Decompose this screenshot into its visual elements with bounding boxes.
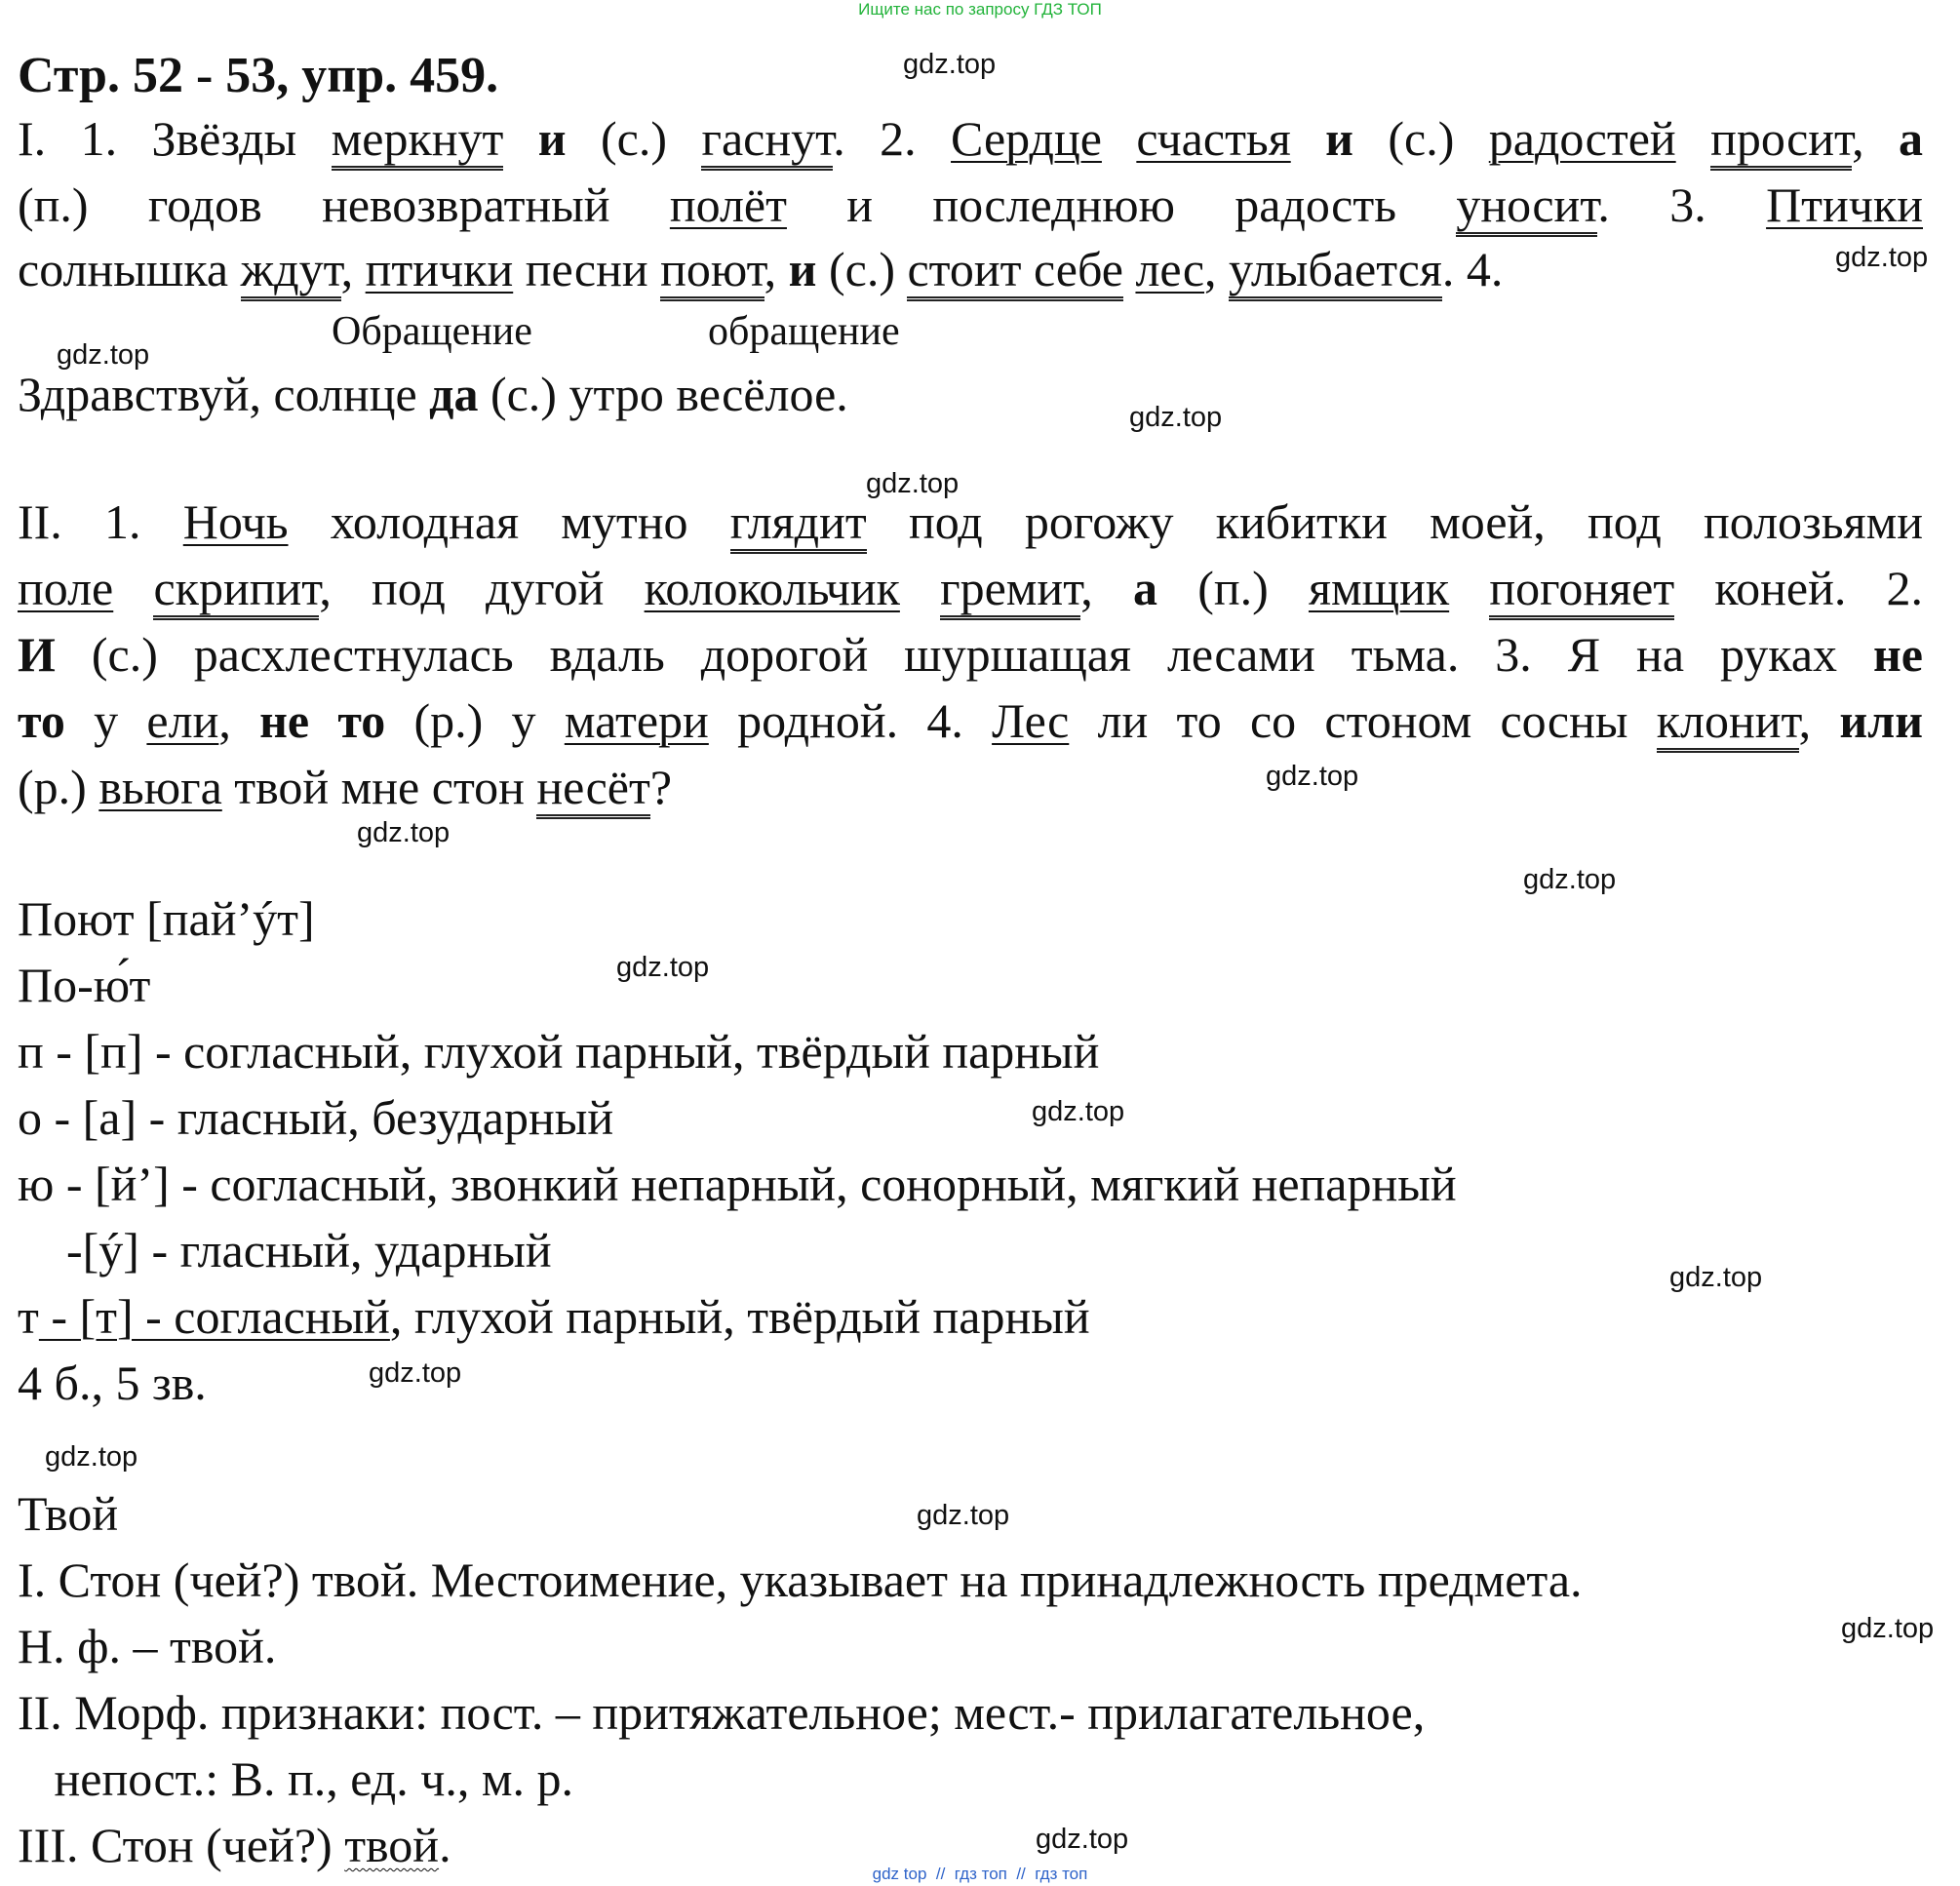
- bold-conjunction: и: [788, 242, 817, 296]
- watermark: gdz.top: [1669, 1262, 1763, 1293]
- bold-conjunction: а: [1899, 111, 1924, 166]
- phonetic-summary: 4 б., 5 зв.: [18, 1356, 207, 1410]
- underlined-word: радостей: [1488, 111, 1676, 166]
- watermark: gdz.top: [1835, 242, 1929, 273]
- underlined-word: поют: [660, 242, 764, 301]
- part2-line3: И (с.) расхлестнулась вдаль дорогой шуршащая лесами тьма. 3. Я на руках не: [18, 627, 1923, 682]
- watermark: gdz.top: [369, 1357, 462, 1389]
- underlined-word: ели: [146, 693, 219, 748]
- phonetic-sound-o: о - [а] - гласный, безударный: [18, 1090, 614, 1145]
- phonetic-sound-t: т - [т] - согласный, глухой парный, твёрдый парный: [18, 1289, 1090, 1344]
- watermark: gdz.top: [866, 468, 960, 499]
- watermark: gdz.top: [1129, 402, 1223, 433]
- underlined-word: счастья: [1136, 111, 1291, 166]
- morph-line-2-cont: непост.: В. п., ед. ч., м. р.: [18, 1751, 573, 1806]
- bold-conjunction: И: [18, 627, 56, 682]
- exercise-title: Стр. 52 - 53, упр. 459.: [18, 48, 499, 103]
- underlined-word: улыбается: [1229, 242, 1442, 301]
- watermark: gdz.top: [903, 49, 997, 80]
- bold-conjunction: да: [429, 367, 479, 421]
- underlined-word: полёт: [669, 177, 787, 232]
- underlined-word: поле: [18, 561, 114, 615]
- footer-banner: gdz top // гдз топ // гдз топ: [872, 1865, 1088, 1883]
- part1-line2: (п.) годов невозвратный полёт и последнюю радость уносит. 3. Птички: [18, 176, 1923, 234]
- bold-conjunction: и: [1325, 111, 1353, 166]
- underlined-word: ждут: [241, 242, 341, 301]
- morph-initial-form: Н. ф. – твой.: [18, 1619, 277, 1673]
- watermark: gdz.top: [1036, 1824, 1129, 1855]
- underlined-word: Птички: [1766, 177, 1923, 232]
- watermark: gdz.top: [917, 1500, 1010, 1531]
- underlined-word: несёт: [536, 760, 649, 819]
- morph-line-3: III. Стон (чей?) твой.: [18, 1818, 451, 1872]
- part2-line4: то у ели, не то (р.) у матери родной. 4. Лес ли то со стоном сосны клонит, или: [18, 691, 1923, 750]
- watermark: gdz.top: [45, 1441, 138, 1473]
- underlined-word: просит: [1710, 111, 1852, 171]
- underlined-word: гаснут: [701, 111, 833, 171]
- underlined-word: меркнут: [332, 111, 504, 171]
- morph-line-1: I. Стон (чей?) твой. Местоимение, указывает на принадлежность предмета.: [18, 1552, 1583, 1607]
- morph-word: Твой: [18, 1486, 119, 1541]
- underlined-word: лес: [1135, 242, 1205, 296]
- bold-conjunction: не то: [259, 693, 386, 748]
- watermark: gdz.top: [1032, 1096, 1125, 1127]
- watermark: gdz.top: [1266, 761, 1359, 792]
- underlined-word: погоняет: [1489, 561, 1674, 620]
- phonetic-syllables: По-ю́т: [18, 958, 151, 1012]
- underlined-word: ямщик: [1308, 561, 1450, 615]
- part2-line1: II. 1. Ночь холодная мутно глядит под рогожу кибитки моей, под полозьями: [18, 492, 1923, 551]
- part2-line5: (р.) вьюга твой мне стон несёт?: [18, 758, 672, 816]
- underlined-word: гремит: [940, 561, 1080, 620]
- bold-conjunction: или: [1839, 693, 1924, 748]
- underlined-word: клонит: [1657, 693, 1799, 753]
- underlined-word: уносит: [1456, 177, 1597, 237]
- watermark: gdz.top: [1523, 864, 1617, 895]
- bold-conjunction: а: [1133, 561, 1157, 615]
- morph-line-2: II. Морф. признаки: пост. – притяжательное; мест.- прилагательное,: [18, 1685, 1426, 1740]
- underlined-word: матери: [564, 693, 709, 748]
- underlined-word: Лес: [992, 693, 1070, 748]
- watermark: gdz.top: [357, 817, 451, 848]
- underlined-word: птички: [365, 242, 514, 296]
- watermark: gdz.top: [616, 952, 710, 983]
- phonetic-sound-p: п - [п] - согласный, глухой парный, твёрдый парный: [18, 1024, 1100, 1079]
- underlined-word: колокольчик: [644, 561, 900, 615]
- underlined-word: скрипит: [153, 561, 319, 620]
- watermark: gdz.top: [57, 339, 150, 371]
- address-label-1: Обращение: [332, 309, 532, 354]
- search-banner: Ищите нас по запросу ГДЗ ТОП: [858, 0, 1102, 19]
- part1-line1: I. 1. Звёзды меркнут и (с.) гаснут. 2. Сердце счастья и (с.) радостей просит, а: [18, 109, 1923, 168]
- phonetic-sound-yu: ю - [й’] - согласный, звонкий непарный, сонорный, мягкий непарный: [18, 1157, 1457, 1211]
- underlined-word: глядит: [730, 494, 867, 554]
- underlined-word: стоит себе: [907, 242, 1122, 301]
- underlined-word: вьюга: [98, 760, 222, 814]
- phonetic-sound-u: -[ý] - гласный, ударный: [18, 1223, 552, 1277]
- underlined-word: Сердце: [951, 111, 1102, 166]
- address-label-2: обращение: [708, 309, 900, 354]
- bold-conjunction: то: [18, 693, 65, 748]
- bold-conjunction: и: [537, 111, 567, 166]
- part1-line3: солнышка ждут, птички песни поют, и (с.) стоит себе лес, улыбается. 4.: [18, 240, 1503, 298]
- underlined-word: Ночь: [182, 494, 289, 549]
- part1-line4: Здравствуй, солнце да (с.) утро весёлое.: [18, 367, 848, 421]
- wavy-underlined-word: твой: [344, 1818, 440, 1872]
- watermark: gdz.top: [1841, 1613, 1935, 1644]
- bold-conjunction: не: [1872, 627, 1923, 682]
- phonetic-word: Поют [пай’ýт]: [18, 891, 315, 946]
- part2-line2: поле скрипит, под дугой колокольчик гремит, а (п.) ямщик погоняет коней. 2.: [18, 559, 1923, 617]
- underlined-word: - [т] - согласный: [38, 1289, 390, 1344]
